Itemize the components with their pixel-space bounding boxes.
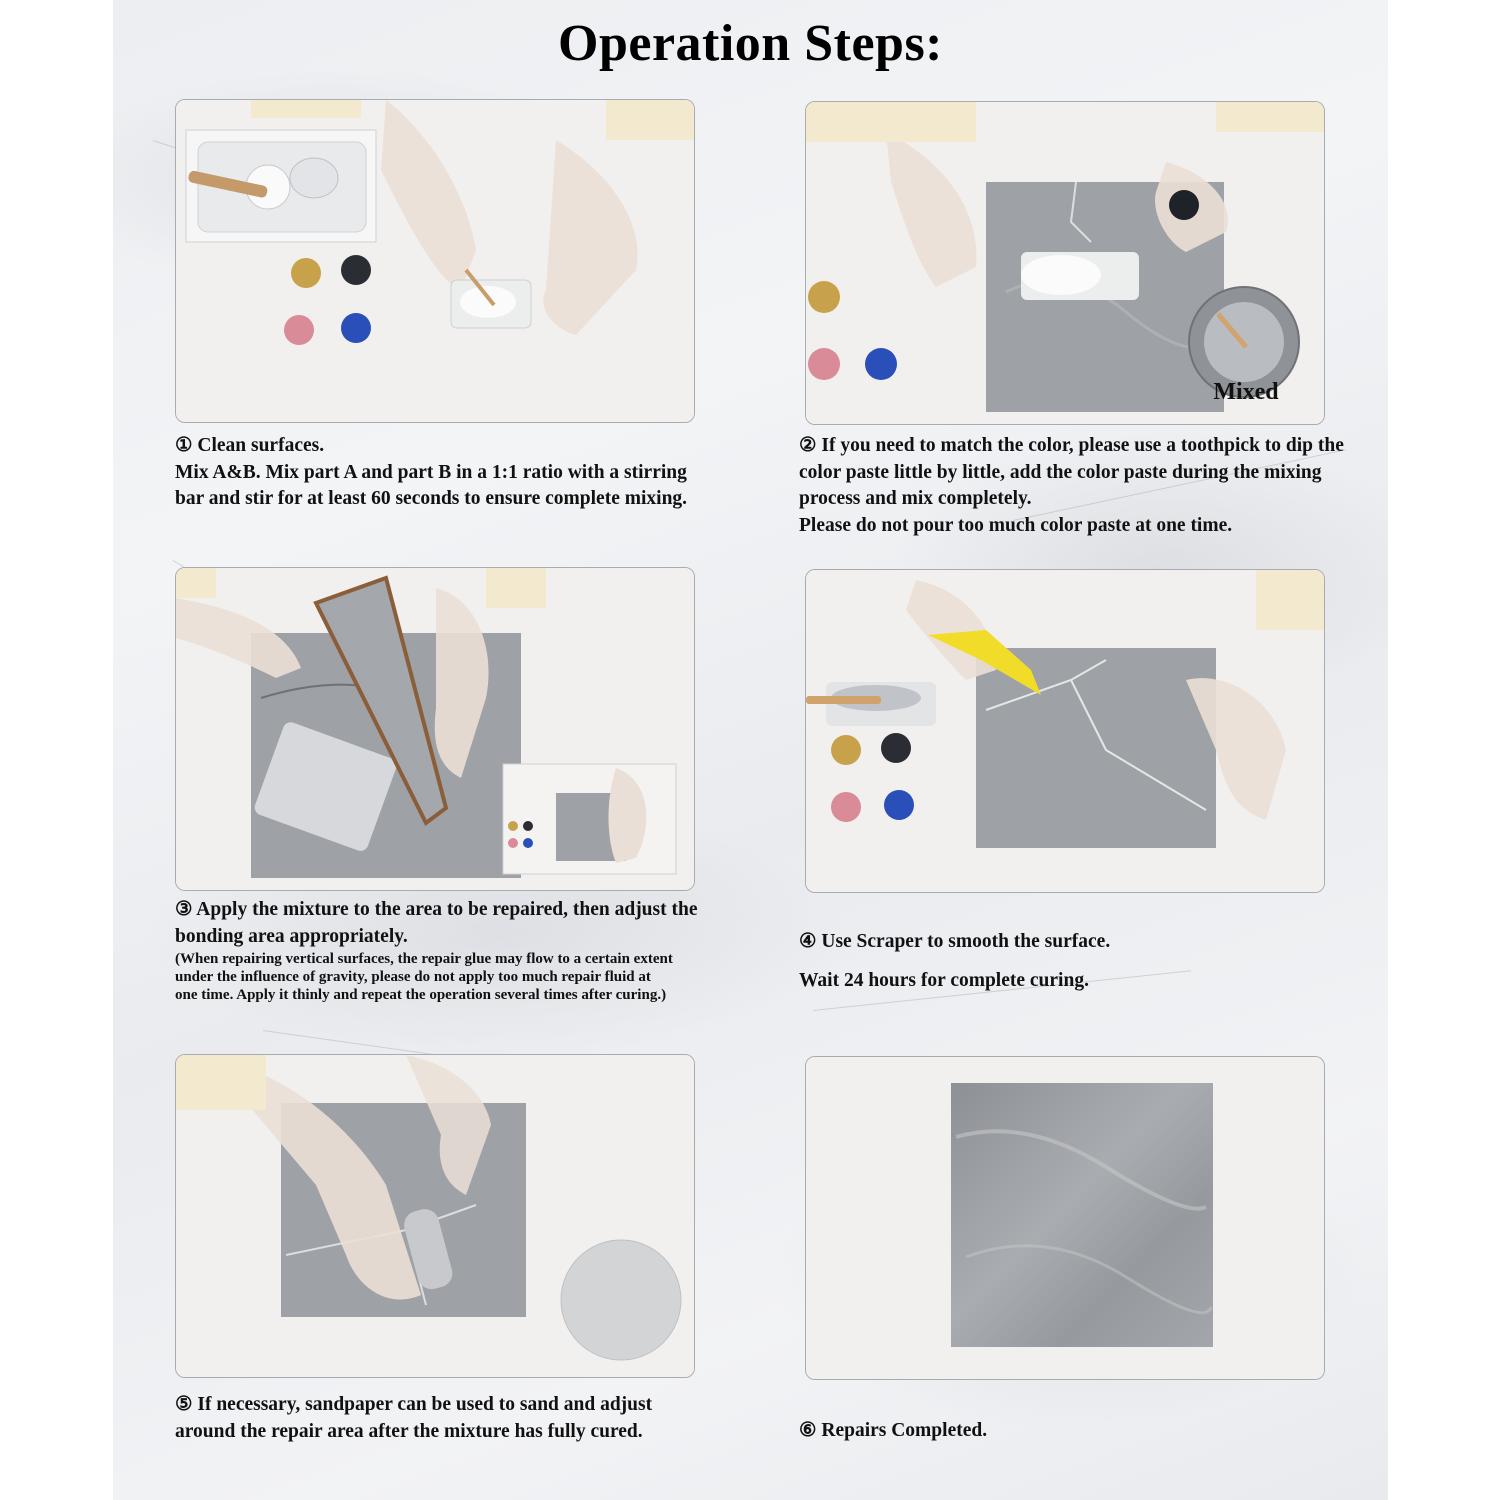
step-6-line-1: ⑥ Repairs Completed.	[799, 1420, 988, 1441]
step-4-text	[799, 929, 1329, 994]
step-3-note: (When repairing vertical surfaces, the repair glue may flow to a certain extent under the influence of gravity, please do not apply too much repair fluid at one time. Apply it thinly and repeat the operation several times after curing.)	[175, 951, 673, 1003]
step-2-text	[799, 433, 1349, 539]
step-2-line-2: Please do not pour too much color paste at one time.	[799, 514, 1233, 536]
step-3-illustration	[176, 568, 694, 890]
step-3-photo	[175, 567, 695, 891]
step-5-line-1: ⑤ If necessary, sandpaper can be used to sand and adjust around the repair area after the mixture has fully cured.	[175, 1394, 653, 1442]
step-6-illustration	[806, 1057, 1324, 1379]
step-2-photo	[805, 101, 1325, 425]
step-2-line-1: ② If you need to match the color, please use a toothpick to dip the color paste little by little, add the color paste during the mixing process and mix completely.	[799, 435, 1344, 509]
step-1-line-1: ① Clean surfaces.	[175, 435, 325, 456]
mixed-label: Mixed	[1213, 379, 1279, 405]
step-5-text	[175, 1392, 675, 1445]
step-3-line-1: ③ Apply the mixture to the area to be repaired, then adjust the bonding area appropriately.	[175, 899, 698, 947]
step-3-text	[175, 897, 705, 1004]
step-4-line-1: ④ Use Scraper to smooth the surface.	[799, 931, 1111, 952]
step-4-line-2: Wait 24 hours for complete curing.	[799, 969, 1089, 991]
page-title: Operation Steps:	[558, 15, 943, 72]
step-1-line-2: Mix A&B. Mix part A and part B in a 1:1 ratio with a stirring bar and stir for at least 60 seconds to ensure complete mixing.	[175, 461, 688, 509]
instruction-sheet	[113, 0, 1388, 1500]
step-4-photo	[805, 569, 1325, 893]
step-5-illustration	[176, 1055, 694, 1377]
step-1-text	[175, 433, 705, 513]
step-5-photo	[175, 1054, 695, 1378]
step-6-photo	[805, 1056, 1325, 1380]
step-6-text	[799, 1418, 1329, 1445]
step-1-illustration	[176, 100, 694, 422]
step-2-illustration	[806, 102, 1324, 424]
step-1-photo	[175, 99, 695, 423]
step-4-illustration	[806, 570, 1324, 892]
